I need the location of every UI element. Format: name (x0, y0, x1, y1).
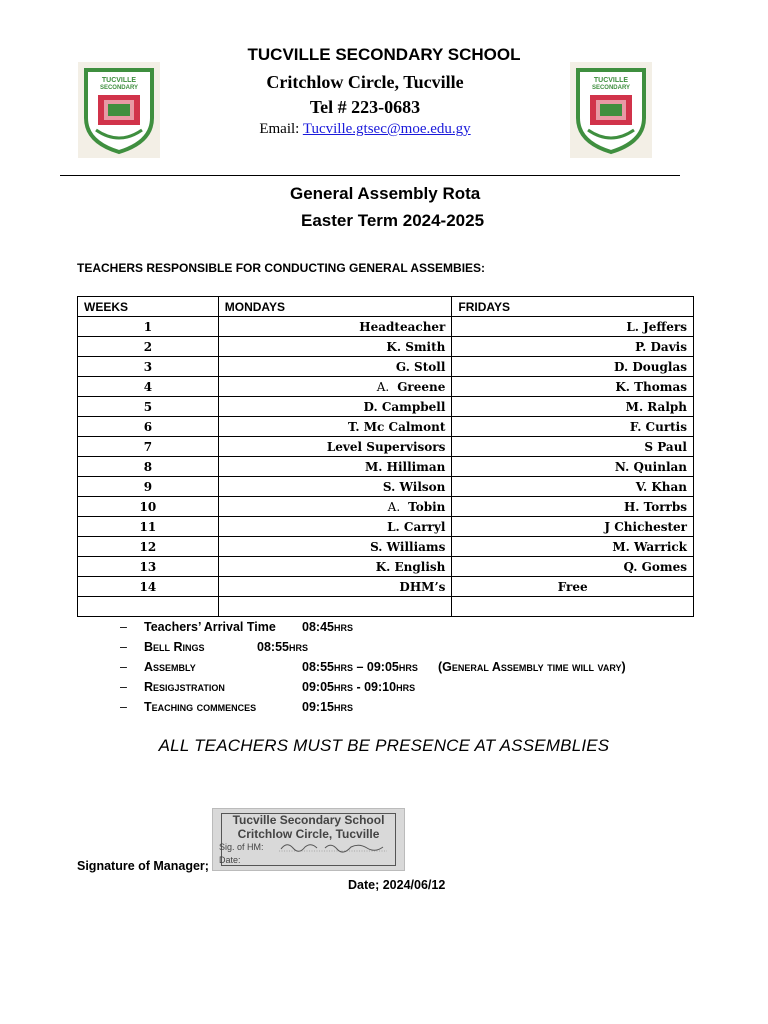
table-row (78, 357, 694, 377)
friday-teacher-cell: Q. Gomes (452, 557, 694, 577)
monday-teacher-cell (218, 517, 452, 537)
week-number-cell: 10 (78, 497, 219, 517)
table-header-row (78, 297, 694, 317)
bullet-dash: – (120, 640, 127, 654)
schedule-time-unit: hrs (288, 640, 308, 654)
schedule-time-unit: hrs (333, 660, 353, 674)
handwritten-signature (279, 839, 389, 853)
friday-teacher-cell: V. Khan (452, 477, 694, 497)
friday-teacher-cell: S Paul (452, 437, 694, 457)
schedule-time-extra: – 09:05hrs (353, 660, 418, 674)
stamp-date-field: Date: (219, 855, 241, 865)
table-row (78, 517, 694, 537)
svg-text:SECONDARY: SECONDARY (99, 85, 139, 91)
responsible-heading: TEACHERS RESPONSIBLE FOR CONDUCTING GENERAL ASSEMBIES: (77, 261, 486, 275)
week-number-cell: 4 (78, 377, 219, 397)
week-number-cell: 7 (78, 437, 219, 457)
week-number-cell: 1 (78, 317, 219, 337)
monday-teacher-cell (218, 557, 452, 577)
assembly-rota-table (77, 296, 694, 617)
table-row (78, 317, 694, 337)
schedule-time (302, 700, 353, 714)
table-row (78, 597, 694, 617)
schedule-label: Bell Rings (144, 640, 205, 654)
monday-teacher-cell (218, 537, 452, 557)
table-row (78, 497, 694, 517)
schedule-label: Teachers’ Arrival Time (144, 620, 276, 634)
monday-teacher-cell (218, 377, 452, 397)
signature-label: Signature of Manager; (77, 859, 209, 873)
week-number-cell: 8 (78, 457, 219, 477)
bullet-dash: – (120, 660, 127, 674)
table-row (78, 537, 694, 557)
schedule-time (257, 640, 308, 654)
email-line (0, 121, 730, 138)
monday-teacher-name: K. English (375, 559, 446, 574)
monday-teacher-name: Headteacher (359, 319, 446, 334)
schedule-time-value: 08:55 (302, 660, 334, 674)
monday-teacher-name: Greene (397, 379, 446, 394)
table-row (78, 477, 694, 497)
table-row (78, 337, 694, 357)
schedule-time-unit: hrs (333, 680, 353, 694)
week-number-cell: 9 (78, 477, 219, 497)
week-number-cell: 14 (78, 577, 219, 597)
table-row (78, 397, 694, 417)
friday-teacher-cell: N. Quinlan (452, 457, 694, 477)
week-number-cell: 12 (78, 537, 219, 557)
attendance-notice: ALL TEACHERS MUST BE PRESENCE AT ASSEMBLIES (158, 736, 610, 755)
monday-teacher-cell (218, 457, 452, 477)
monday-teacher-cell (218, 597, 452, 617)
svg-text:TUCVILLE: TUCVILLE (101, 77, 137, 84)
schedule-time-unit: hrs (333, 620, 353, 634)
schedule-label: Teaching commences (144, 700, 257, 714)
monday-teacher-cell (218, 497, 452, 517)
svg-text:SECONDARY: SECONDARY (591, 85, 631, 91)
schedule-time-unit: hrs (333, 700, 353, 714)
email-label: Email: (259, 121, 300, 137)
friday-teacher-cell (452, 597, 694, 617)
initial-prefix: A. (376, 379, 390, 394)
week-number-cell: 11 (78, 517, 219, 537)
schedule-time-value: 08:55 (257, 640, 289, 654)
table-row (78, 377, 694, 397)
bullet-dash: – (120, 700, 127, 714)
table-row (78, 417, 694, 437)
header-weeks: WEEKS (78, 297, 219, 317)
schedule-label: Resigjstration (144, 680, 225, 694)
monday-teacher-cell (218, 337, 452, 357)
monday-teacher-name: K. Smith (386, 339, 446, 354)
monday-teacher-cell (218, 317, 452, 337)
school-name: TUCVILLE SECONDARY SCHOOL (247, 45, 521, 64)
table-row (78, 577, 694, 597)
bullet-dash: – (120, 620, 127, 634)
friday-teacher-cell: K. Thomas (452, 377, 694, 397)
schedule-time (302, 660, 418, 674)
table-row (78, 457, 694, 477)
table-row (78, 557, 694, 577)
schedule-time-value: 09:15 (302, 700, 334, 714)
stamp-school-name: Tucville Secondary School (232, 813, 385, 827)
friday-teacher-cell: P. Davis (452, 337, 694, 357)
monday-teacher-cell (218, 417, 452, 437)
monday-teacher-name: G. Stoll (395, 359, 446, 374)
friday-teacher-cell: L. Jeffers (452, 317, 694, 337)
monday-teacher-cell (218, 357, 452, 377)
monday-teacher-cell (218, 477, 452, 497)
date-line: Date; 2024/06/12 (348, 878, 446, 892)
schedule-time-value: 09:05 (302, 680, 334, 694)
stamp-address: Critchlow Circle, Tucville (237, 827, 380, 841)
friday-teacher-cell: M. Warrick (452, 537, 694, 557)
monday-teacher-name: M. Hilliman (364, 459, 446, 474)
email-link[interactable]: Tucville.gtsec@moe.edu.gy (302, 121, 471, 137)
bullet-dash: – (120, 680, 127, 694)
monday-teacher-cell (218, 397, 452, 417)
monday-teacher-cell (218, 577, 452, 597)
monday-teacher-name: Tobin (408, 499, 446, 514)
stamp-signature-field: Sig. of HM: (219, 842, 264, 852)
monday-teacher-name: S. Wilson (382, 479, 446, 494)
monday-teacher-name: S. Williams (370, 539, 446, 554)
friday-teacher-cell: H. Torrbs (452, 497, 694, 517)
friday-teacher-cell: D. Douglas (452, 357, 694, 377)
table-row (78, 437, 694, 457)
week-number-cell: 5 (78, 397, 219, 417)
monday-teacher-name: DHM’s (399, 579, 446, 594)
header-mondays: MONDAYS (218, 297, 452, 317)
friday-teacher-cell: J Chichester (452, 517, 694, 537)
week-number-cell: 3 (78, 357, 219, 377)
initial-prefix: A. (387, 499, 401, 514)
schedule-time (302, 620, 353, 634)
school-stamp (212, 808, 405, 871)
svg-text:TUCVILLE: TUCVILLE (593, 77, 629, 84)
document-subtitle: Easter Term 2024-2025 (301, 211, 485, 230)
header-divider (60, 175, 680, 176)
friday-teacher-cell: M. Ralph (452, 397, 694, 417)
schedule-note: (General Assembly time will vary) (438, 660, 626, 674)
week-number-cell: 2 (78, 337, 219, 357)
school-telephone: Tel # 223-0683 (309, 97, 421, 117)
schedule-label: Assembly (144, 660, 196, 674)
friday-teacher-cell: Free (452, 577, 694, 597)
week-number-cell: 13 (78, 557, 219, 577)
school-address: Critchlow Circle, Tucville (266, 72, 464, 92)
monday-teacher-name: Level Supervisors (326, 439, 446, 454)
monday-teacher-cell (218, 437, 452, 457)
document-title: General Assembly Rota (290, 184, 481, 203)
friday-teacher-cell: F. Curtis (452, 417, 694, 437)
schedule-time-value: 08:45 (302, 620, 334, 634)
schedule-time-extra: - 09:10hrs (353, 680, 416, 694)
week-number-cell (78, 597, 219, 617)
header-fridays: FRIDAYS (452, 297, 694, 317)
monday-teacher-name: T. Mc Calmont (348, 419, 446, 434)
schedule-time (302, 680, 415, 694)
monday-teacher-name: L. Carryl (387, 519, 446, 534)
week-number-cell: 6 (78, 417, 219, 437)
monday-teacher-name: D. Campbell (363, 399, 446, 414)
